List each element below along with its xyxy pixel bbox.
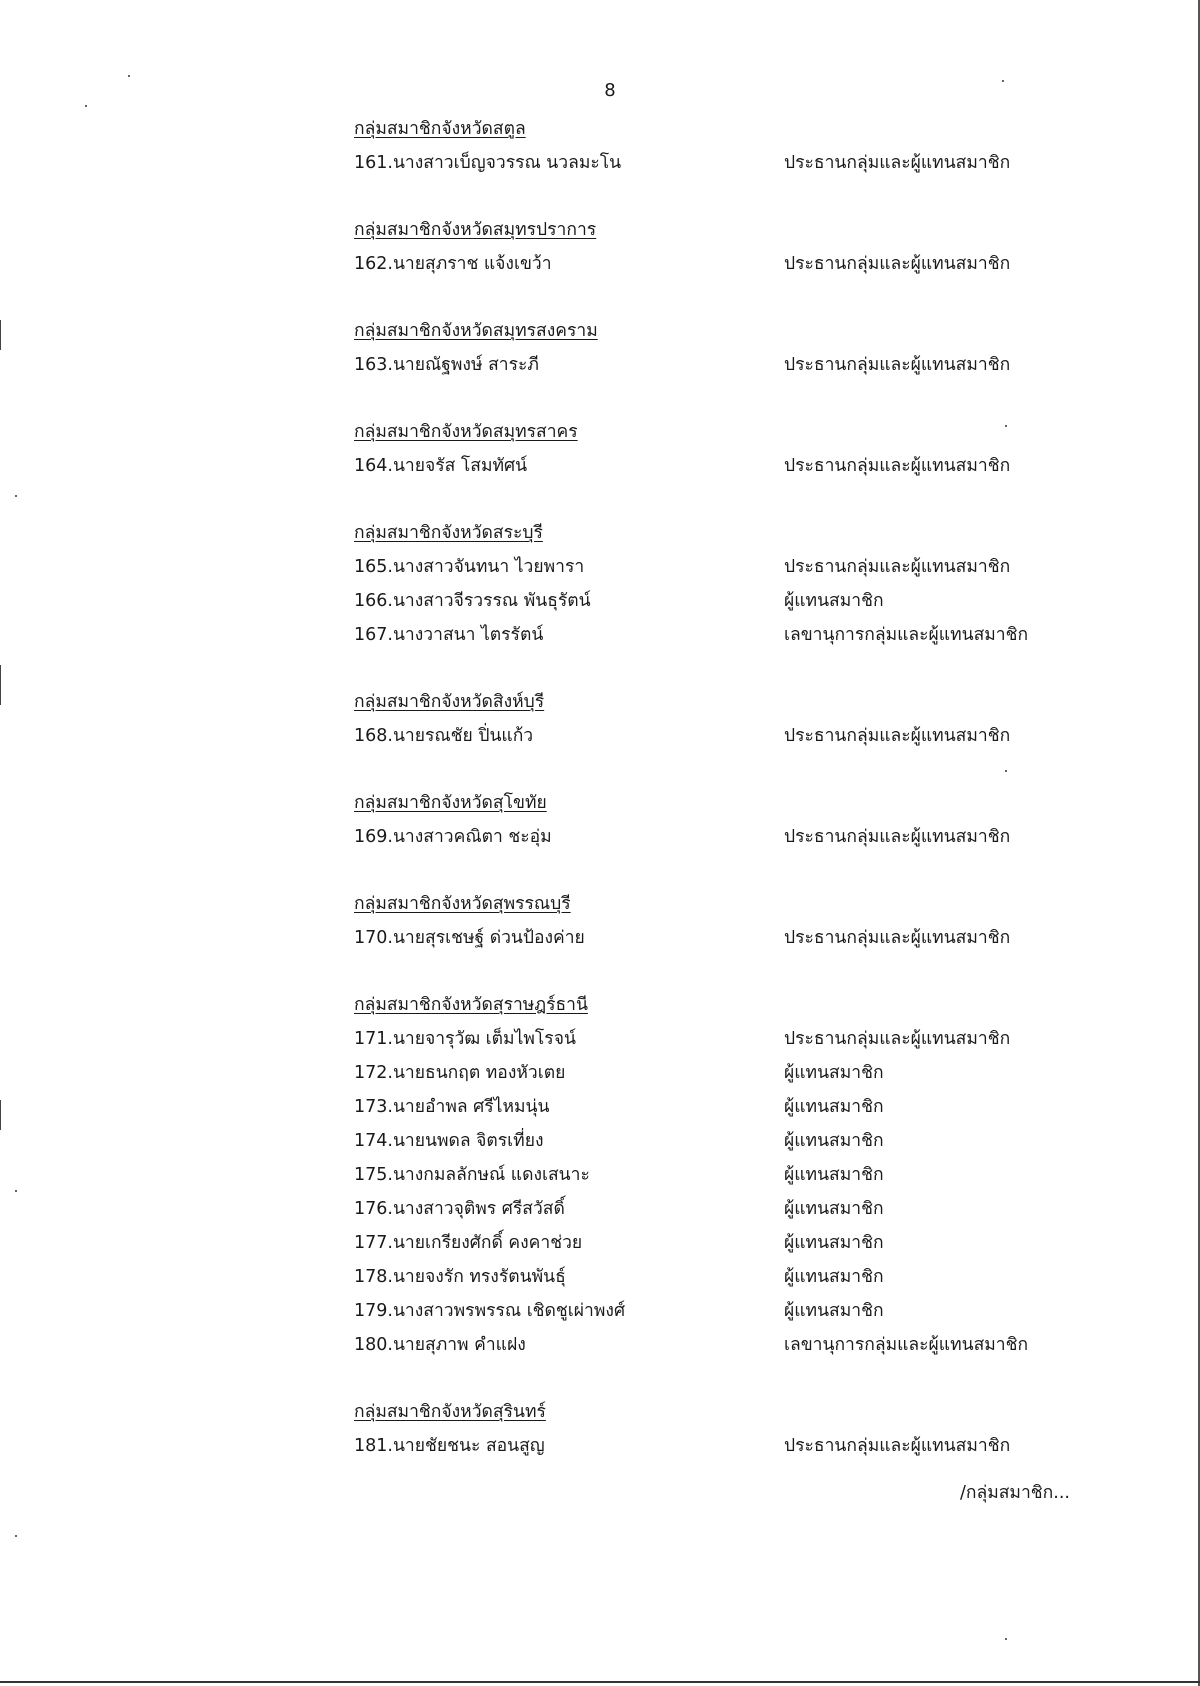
scan-edge-line [0,320,1,350]
member-name: 178.นายจงรัก ทรงรัตนพันธุ์ [354,1267,566,1287]
member-name: 179.นางสาวพรพรรณ เชิดชูเผ่าพงศ์ [354,1301,626,1321]
member-name: 176.นางสาวจุติพร ศรีสวัสดิ์ [354,1199,565,1219]
member-group [354,112,1094,180]
member-role: ผู้แทนสมาชิก [784,591,884,611]
member-group [354,685,1094,753]
member-row [354,550,1094,584]
member-name: 163.นายณัฐพงษ์ สาระภี [354,355,539,375]
member-role: ประธานกลุ่มและผู้แทนสมาชิก [784,726,1011,746]
member-role: ประธานกลุ่มและผู้แทนสมาชิก [784,355,1011,375]
member-row [354,719,1094,753]
member-row [354,1429,1094,1463]
member-name: 174.นายนพดล จิตรเที่ยง [354,1131,544,1151]
scan-speck [15,495,17,497]
member-role: ผู้แทนสมาชิก [784,1199,884,1219]
member-group [354,988,1094,1362]
member-name: 175.นางกมลลักษณ์ แดงเสนาะ [354,1165,590,1185]
member-row [354,1124,1094,1158]
scan-speck [128,75,130,77]
member-group [354,516,1094,652]
member-name: 173.นายอำพล ศรีไหมนุ่น [354,1097,550,1117]
member-group [354,887,1094,955]
member-row [354,1056,1094,1090]
member-group [354,213,1094,281]
member-group [354,415,1094,483]
page-number: 8 [604,80,616,101]
group-title: กลุ่มสมาชิกจังหวัดสุโขทัย [354,793,547,813]
member-row [354,1022,1094,1056]
member-name: 165.นางสาวจันทนา ไวยพารา [354,557,585,577]
scan-speck [15,1535,17,1537]
group-title: กลุ่มสมาชิกจังหวัดสระบุรี [354,523,543,543]
member-role: ประธานกลุ่มและผู้แทนสมาชิก [784,557,1011,577]
member-name: 164.นายจรัส โสมทัศน์ [354,456,528,476]
continuation-note: /กลุ่มสมาชิก... [960,1483,1070,1503]
member-row [354,146,1094,180]
group-title: กลุ่มสมาชิกจังหวัดสิงห์บุรี [354,692,545,712]
group-title: กลุ่มสมาชิกจังหวัดสุพรรณบุรี [354,894,571,914]
member-row [354,1260,1094,1294]
member-name: 166.นางสาวจีรวรรณ พันธุรัตน์ [354,591,591,611]
member-role: ผู้แทนสมาชิก [784,1301,884,1321]
scan-edge-line [0,1100,1,1130]
member-name: 169.นางสาวคณิตา ชะอุ่ม [354,827,552,847]
member-row [354,1328,1094,1362]
scan-bottom-edge [0,1681,1200,1683]
member-role: ประธานกลุ่มและผู้แทนสมาชิก [784,456,1011,476]
member-row [354,247,1094,281]
scan-speck [1002,80,1004,82]
member-row [354,1090,1094,1124]
group-title: กลุ่มสมาชิกจังหวัดสมุทรปราการ [354,220,597,240]
member-name: 167.นางวาสนา ไตรรัตน์ [354,625,544,645]
member-role: ผู้แทนสมาชิก [784,1165,884,1185]
group-title: กลุ่มสมาชิกจังหวัดสตูล [354,119,526,139]
member-name: 170.นายสุรเชษฐ์ ด่วนป้องค่าย [354,928,585,948]
member-role: เลขานุการกลุ่มและผู้แทนสมาชิก [784,625,1029,645]
member-role: ประธานกลุ่มและผู้แทนสมาชิก [784,827,1011,847]
member-row [354,348,1094,382]
member-role: ประธานกลุ่มและผู้แทนสมาชิก [784,928,1011,948]
member-row [354,1294,1094,1328]
member-row [354,1226,1094,1260]
scan-edge-line [0,665,1,705]
member-role: ประธานกลุ่มและผู้แทนสมาชิก [784,254,1011,274]
member-role: เลขานุการกลุ่มและผู้แทนสมาชิก [784,1335,1029,1355]
group-title: กลุ่มสมาชิกจังหวัดสมุทรสาคร [354,422,578,442]
group-title: กลุ่มสมาชิกจังหวัดสมุทรสงคราม [354,321,598,341]
member-row [354,1192,1094,1226]
member-role: ผู้แทนสมาชิก [784,1267,884,1287]
member-role: ผู้แทนสมาชิก [784,1131,884,1151]
scan-speck [15,1190,17,1192]
member-row [354,618,1094,652]
member-row [354,820,1094,854]
member-group [354,314,1094,382]
member-name: 162.นายสุภราช แจ้งเขว้า [354,254,552,274]
group-title: กลุ่มสมาชิกจังหวัดสุรินทร์ [354,1402,546,1422]
member-name: 171.นายจารุวัฒ เต็มไพโรจน์ [354,1029,576,1049]
member-name: 177.นายเกรียงศักดิ์ คงคาช่วย [354,1233,583,1253]
member-role: ผู้แทนสมาชิก [784,1063,884,1083]
member-group [354,786,1094,854]
member-name: 161.นางสาวเบ็ญจวรรณ นวลมะโน [354,153,622,173]
member-name: 181.นายชัยชนะ สอนสูญ [354,1436,545,1456]
member-row [354,584,1094,618]
member-group [354,1395,1094,1463]
member-role: ประธานกลุ่มและผู้แทนสมาชิก [784,153,1011,173]
member-role: ผู้แทนสมาชิก [784,1097,884,1117]
member-name: 180.นายสุภาพ คำแฝง [354,1335,526,1355]
scan-speck [1005,1638,1007,1640]
member-role: ผู้แทนสมาชิก [784,1233,884,1253]
member-name: 168.นายรณชัย ปิ่นแก้ว [354,726,534,746]
member-row [354,921,1094,955]
group-title: กลุ่มสมาชิกจังหวัดสุราษฎร์ธานี [354,995,588,1015]
member-name: 172.นายธนกฤต ทองหัวเตย [354,1063,566,1083]
member-list [354,112,1094,1496]
member-row [354,449,1094,483]
scan-speck [85,105,87,107]
member-row [354,1158,1094,1192]
member-role: ประธานกลุ่มและผู้แทนสมาชิก [784,1029,1011,1049]
member-role: ประธานกลุ่มและผู้แทนสมาชิก [784,1436,1011,1456]
